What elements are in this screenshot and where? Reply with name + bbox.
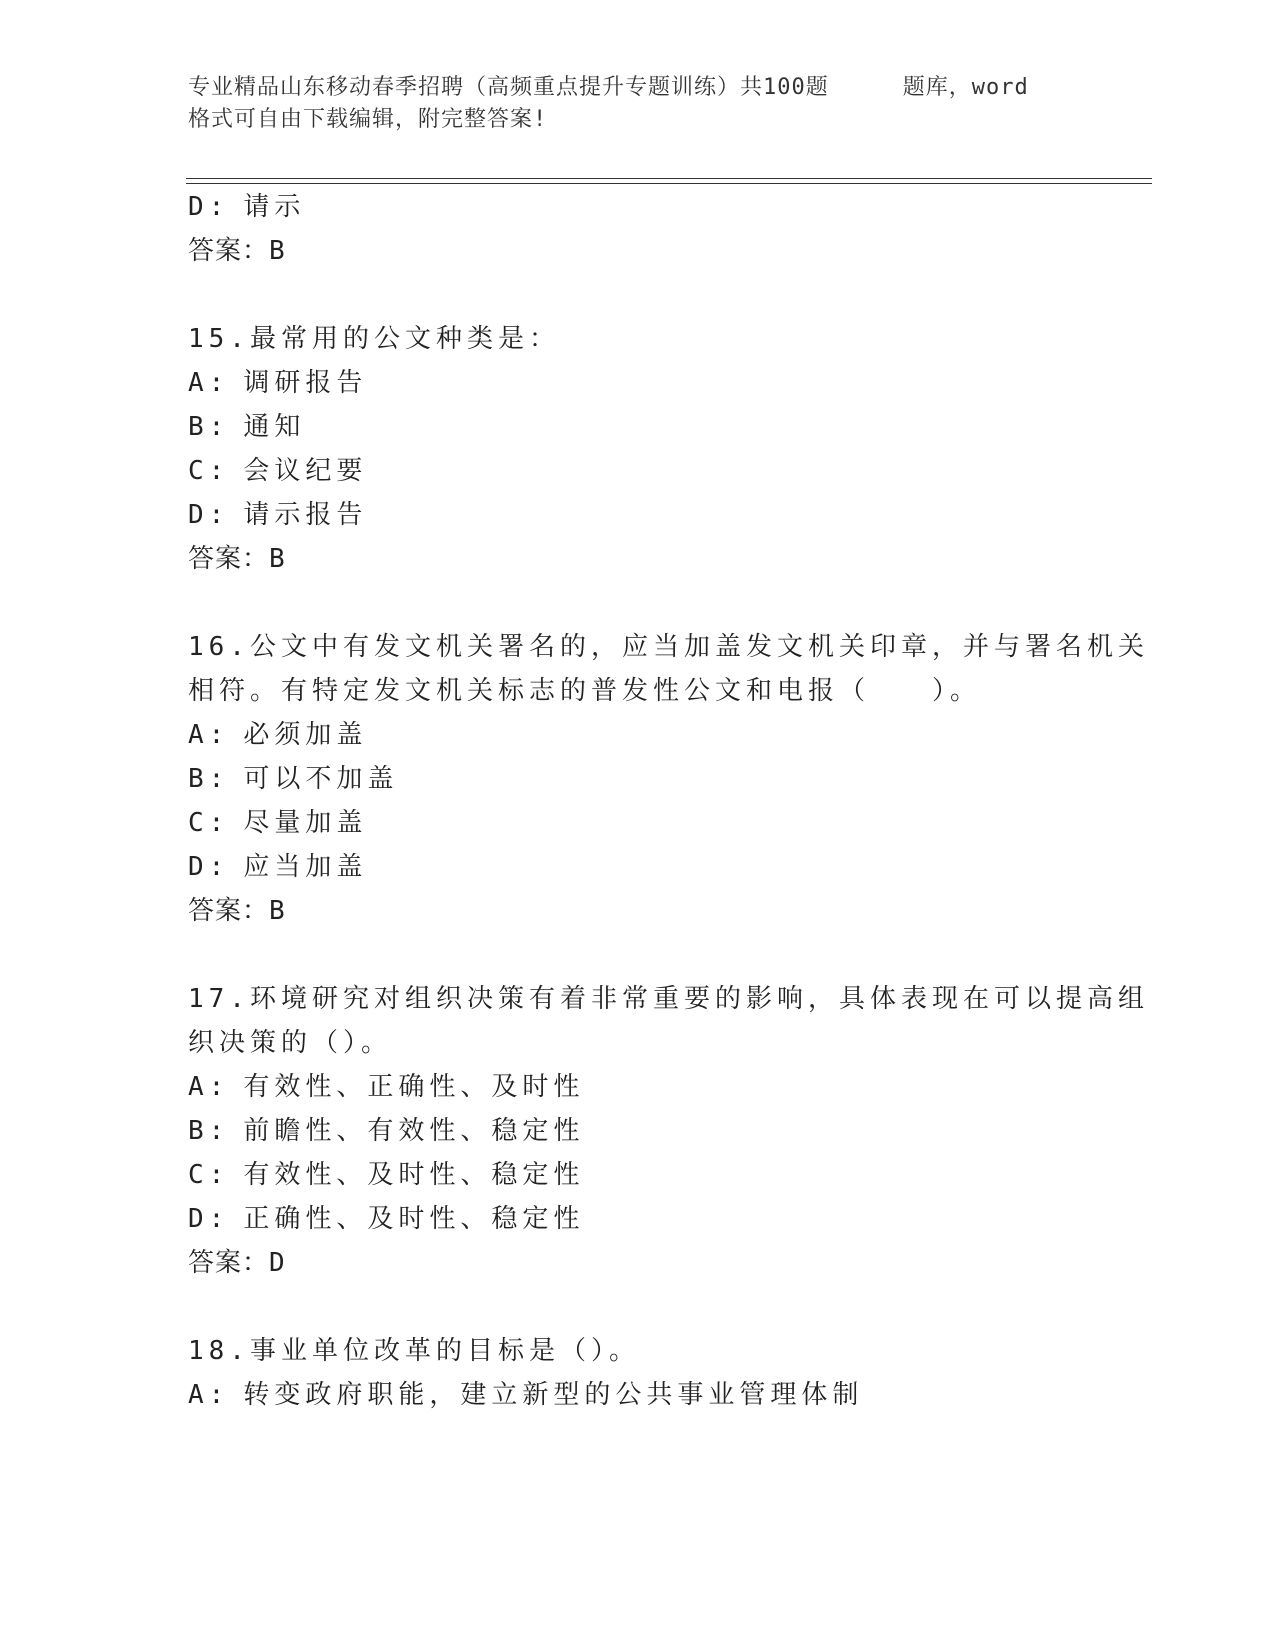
question-17-stem-line-1: 17.环境研究对组织决策有着非常重要的影响，具体表现在可以提高组 xyxy=(188,984,1149,1014)
question-16-answer: 答案：B xyxy=(188,896,286,926)
question-17-stem-line-2: 织决策的（）。 xyxy=(188,1028,393,1058)
question-18-option-a: A: 转变政府职能，建立新型的公共事业管理体制 xyxy=(188,1380,864,1410)
header-title: 专业精品山东移动春季招聘（高频重点提升专题训练）共100题 xyxy=(188,75,829,100)
question-17-option-c: C: 有效性、及时性、稳定性 xyxy=(188,1160,585,1190)
prev-answer: 答案：B xyxy=(188,236,286,266)
question-15-stem: 15.最常用的公文种类是： xyxy=(188,324,560,354)
question-15-option-b: B: 通知 xyxy=(188,412,306,442)
question-15-answer: 答案：B xyxy=(188,544,286,574)
question-18-stem: 18.事业单位改革的目标是（）。 xyxy=(188,1336,640,1366)
question-16-option-b: B: 可以不加盖 xyxy=(188,764,399,794)
question-16-option-c: C: 尽量加盖 xyxy=(188,808,368,838)
question-15-option-d: D: 请示报告 xyxy=(188,500,368,530)
header-divider-bottom xyxy=(186,183,1152,184)
header-divider-top xyxy=(186,178,1152,179)
question-17-answer: 答案：D xyxy=(188,1248,286,1278)
question-15-option-a: A: 调研报告 xyxy=(188,368,368,398)
header-title-tail: 题库，word xyxy=(902,75,1029,100)
question-16-option-a: A: 必须加盖 xyxy=(188,720,368,750)
question-17-option-b: B: 前瞻性、有效性、稳定性 xyxy=(188,1116,585,1146)
question-17-option-d: D: 正确性、及时性、稳定性 xyxy=(188,1204,585,1234)
header-line-1 xyxy=(188,72,1108,104)
page-header xyxy=(188,72,1108,136)
question-16-option-d: D: 应当加盖 xyxy=(188,852,368,882)
prev-option-d: D: 请示 xyxy=(188,192,306,222)
question-17-option-a: A: 有效性、正确性、及时性 xyxy=(188,1072,585,1102)
question-15-option-c: C: 会议纪要 xyxy=(188,456,368,486)
question-16-stem-line-2: 相符。有特定发文机关标志的普发性公文和电报（ ）。 xyxy=(188,676,982,706)
header-line-2: 格式可自由下载编辑，附完整答案! xyxy=(188,107,548,132)
question-16-stem-line-1: 16.公文中有发文机关署名的，应当加盖发文机关印章，并与署名机关 xyxy=(188,632,1149,662)
